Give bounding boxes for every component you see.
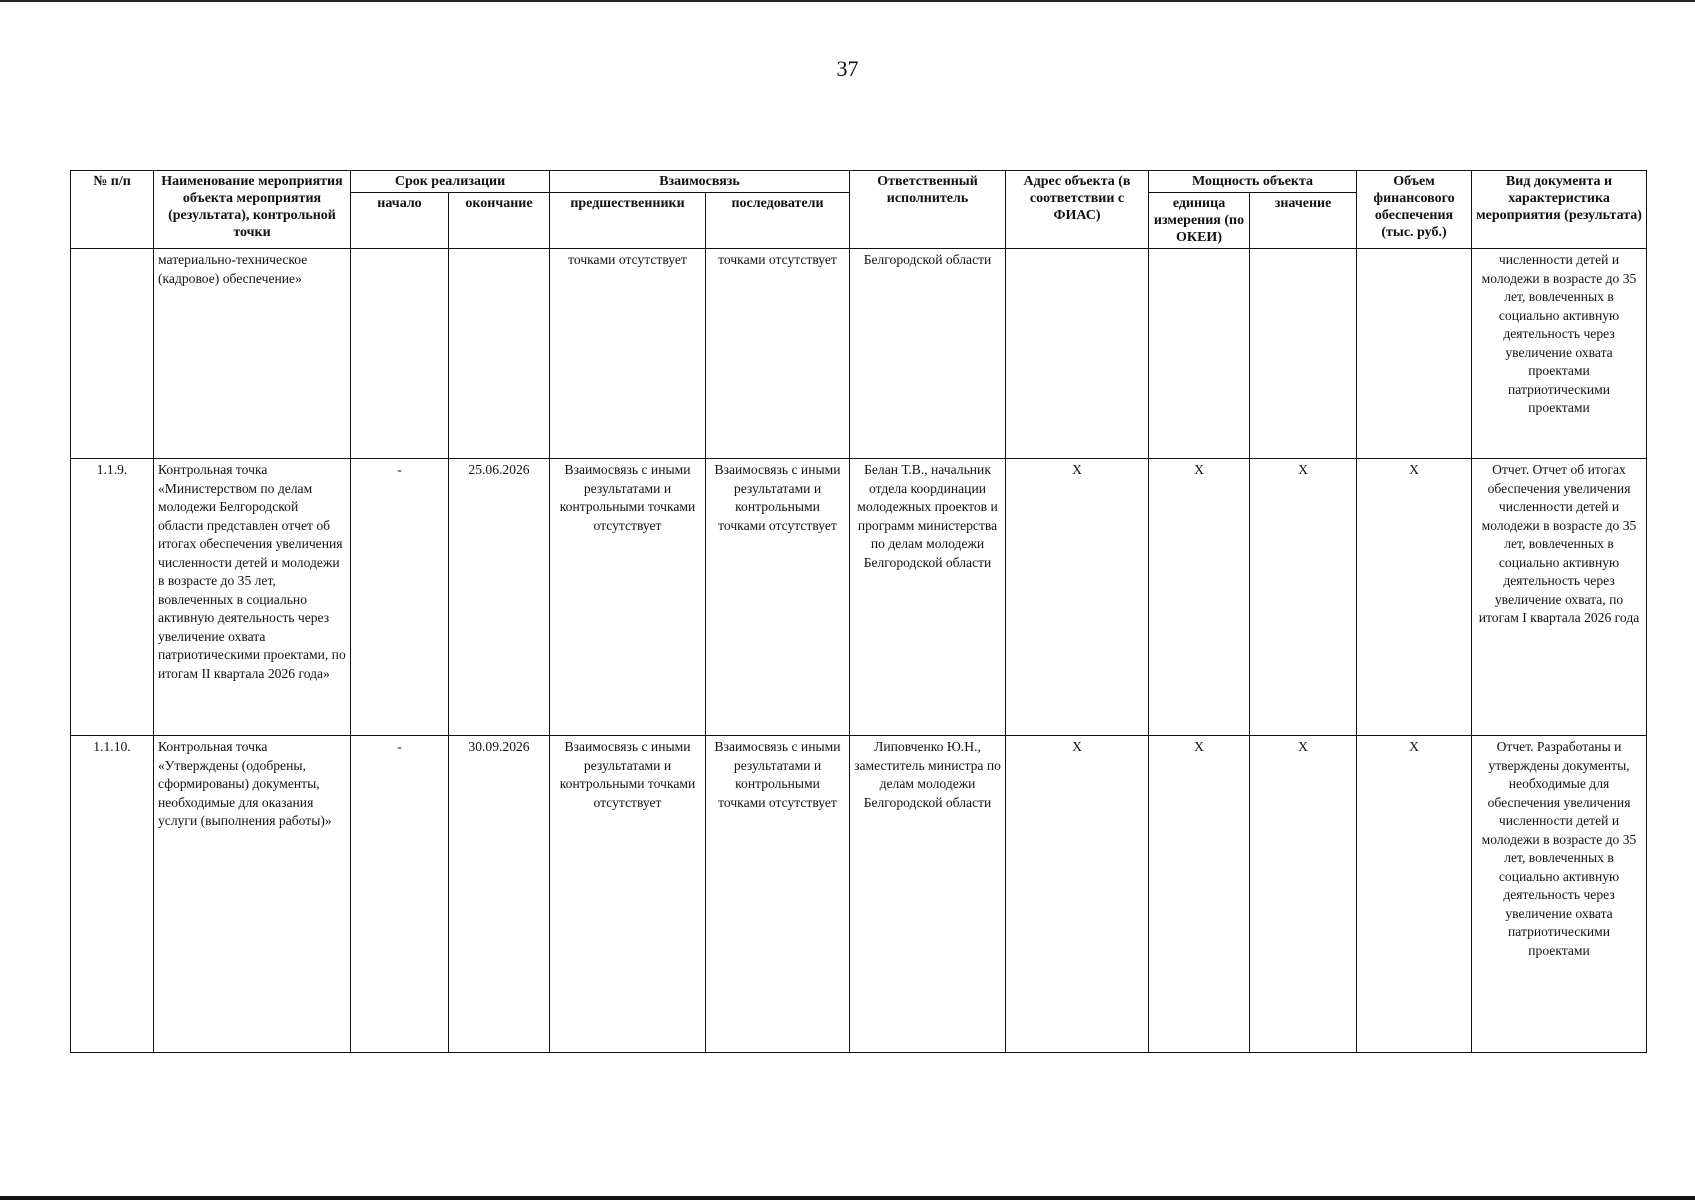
cell-start xyxy=(351,249,449,459)
cell-funding xyxy=(1357,249,1472,459)
cell-value xyxy=(1250,249,1357,459)
cell-unit: X xyxy=(1149,459,1250,736)
cell-value: X xyxy=(1250,459,1357,736)
header-name: Наименование мероприятия объекта мероприятия (результата), контрольной точки xyxy=(154,171,351,249)
header-row-top xyxy=(71,171,1647,193)
cell-executor: Липовченко Ю.Н., заместитель министра по делам молодежи Белгородской области xyxy=(850,736,1006,1053)
header-funding: Объем финансового обеспечения (тыс. руб.) xyxy=(1357,171,1472,249)
cell-start: - xyxy=(351,736,449,1053)
cell-num: 1.1.10. xyxy=(71,736,154,1053)
cell-successors: точками отсутствует xyxy=(706,249,850,459)
header-unit: единица измерения (по ОКЕИ) xyxy=(1149,193,1250,249)
cell-doc: Отчет. Отчет об итогах обеспечения увеличения численности детей и молодежи в возрасте до 35 лет, вовлеченных в социально активную деятельность через увеличение охвата, по итогам I квартала 2026 года xyxy=(1472,459,1647,736)
cell-end: 25.06.2026 xyxy=(449,459,550,736)
header-capacity: Мощность объекта xyxy=(1149,171,1357,193)
header-predecessors: предшественники xyxy=(550,193,706,249)
plan-table xyxy=(70,170,1647,1053)
header-num: № п/п xyxy=(71,171,154,249)
header-period: Срок реализации xyxy=(351,171,550,193)
header-relation: Взаимосвязь xyxy=(550,171,850,193)
cell-num: 1.1.9. xyxy=(71,459,154,736)
cell-start: - xyxy=(351,459,449,736)
bottom-border-line xyxy=(0,1196,1695,1200)
header-successors: последователи xyxy=(706,193,850,249)
cell-funding: X xyxy=(1357,736,1472,1053)
table-row xyxy=(71,736,1647,1053)
cell-successors: Взаимосвязь с иными результатами и контрольными точками отсутствует xyxy=(706,736,850,1053)
page-number: 37 xyxy=(836,56,859,81)
cell-end: 30.09.2026 xyxy=(449,736,550,1053)
header-end: окончание xyxy=(449,193,550,249)
cell-address: X xyxy=(1006,459,1149,736)
header-address: Адрес объекта (в соответствии с ФИАС) xyxy=(1006,171,1149,249)
table-row xyxy=(71,249,1647,459)
cell-unit: X xyxy=(1149,736,1250,1053)
cell-num xyxy=(71,249,154,459)
header-executor: Ответственный исполнитель xyxy=(850,171,1006,249)
table-row xyxy=(71,459,1647,736)
cell-address xyxy=(1006,249,1149,459)
cell-unit xyxy=(1149,249,1250,459)
cell-name: Контрольная точка «Министерством по делам молодежи Белгородской области представлен отчет об итогах обеспечения увеличения численности детей и молодежи в возрасте до 35 лет, вовлеченных в социально активную деятельность через увеличение охвата патриотическими проектами, по итогам II квартала 2026 года» xyxy=(154,459,351,736)
cell-predecessors: точками отсутствует xyxy=(550,249,706,459)
cell-name: материально-техническое (кадровое) обеспечение» xyxy=(154,249,351,459)
cell-successors: Взаимосвязь с иными результатами и контрольными точками отсутствует xyxy=(706,459,850,736)
cell-value: X xyxy=(1250,736,1357,1053)
header-doc: Вид документа и характеристика мероприятия (результата) xyxy=(1472,171,1647,249)
top-border-line xyxy=(0,0,1695,2)
cell-executor: Белгородской области xyxy=(850,249,1006,459)
cell-name: Контрольная точка «Утверждены (одобрены, сформированы) документы, необходимые для оказания услуги (выполнения работы)» xyxy=(154,736,351,1053)
cell-funding: X xyxy=(1357,459,1472,736)
cell-address: X xyxy=(1006,736,1149,1053)
cell-doc: численности детей и молодежи в возрасте до 35 лет, вовлеченных в социально активную деятельность через увеличение охвата проектами патриотическими проектами xyxy=(1472,249,1647,459)
cell-doc: Отчет. Разработаны и утверждены документы, необходимые для обеспечения увеличения численности детей и молодежи в возрасте до 35 лет, вовлеченных в социально активную деятельность через увеличение охвата патриотическими проектами xyxy=(1472,736,1647,1053)
header-start: начало xyxy=(351,193,449,249)
cell-predecessors: Взаимосвязь с иными результатами и контрольными точками отсутствует xyxy=(550,459,706,736)
cell-predecessors: Взаимосвязь с иными результатами и контрольными точками отсутствует xyxy=(550,736,706,1053)
cell-executor: Белан Т.В., начальник отдела координации молодежных проектов и программ министерства по делам молодежи Белгородской области xyxy=(850,459,1006,736)
cell-end xyxy=(449,249,550,459)
header-value: значение xyxy=(1250,193,1357,249)
